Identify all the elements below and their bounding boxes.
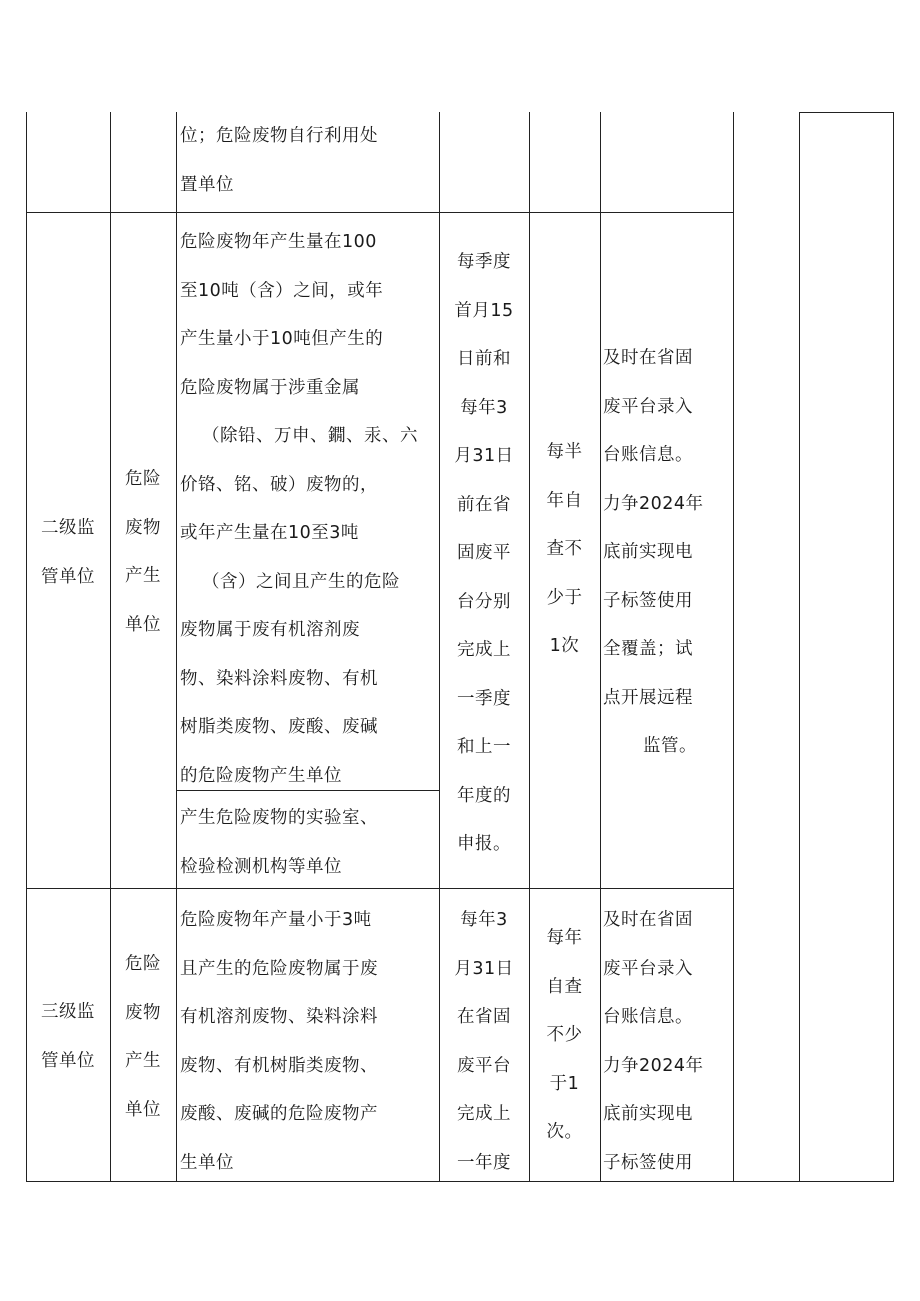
text-line: 台分别	[457, 591, 511, 612]
level3-level-cell	[26, 988, 110, 1085]
level3-ledger-cell	[603, 896, 731, 1187]
text-line: 危险	[125, 469, 161, 489]
text-line: 年自	[546, 490, 583, 511]
text-line: 每半	[546, 442, 583, 462]
text-line: 废物属于废有机溶剂废	[180, 620, 360, 640]
col-border-9	[893, 112, 894, 1182]
text-line: 一年度	[457, 1152, 511, 1173]
text-line: 申报。	[457, 834, 511, 854]
level2-criteria-b-cell	[180, 794, 438, 891]
text-line: 至10吨（含）之间，或年	[180, 280, 384, 301]
text-line: 次。	[546, 1122, 583, 1142]
col-border-8	[799, 112, 800, 1182]
text-line: 有机溶剂废物、染料涂料	[180, 1007, 378, 1027]
text-line: 于1	[549, 1073, 580, 1094]
level2-category-cell	[110, 455, 176, 649]
text-line: 产生危险废物的实验室、	[180, 808, 378, 828]
text-line: 管单位	[41, 566, 95, 587]
text-line: 每年3	[460, 910, 508, 930]
text-line: 管单位	[41, 1050, 95, 1071]
level3-criteria-cell	[180, 896, 438, 1187]
text-line: 力争2024年	[603, 1055, 704, 1076]
text-line: 危险	[125, 954, 161, 974]
text-line: 且产生的危险废物属于废	[180, 958, 378, 979]
text-line: 月31日	[454, 958, 514, 979]
text-line: 检验检测机构等单位	[180, 856, 342, 877]
col-border-3	[176, 112, 177, 1182]
text-line: 危险废物属于涉重金属	[180, 377, 360, 398]
text-line: 和上一	[457, 737, 511, 757]
text-line: 产生量小于10吨但产生的	[180, 329, 384, 349]
text-line: 废物、有机树脂类废物、	[180, 1055, 378, 1076]
text-line: 底前实现电	[603, 1104, 693, 1124]
text-line: 年度的	[457, 785, 511, 806]
col-border-6	[600, 112, 601, 1182]
text-line: 每季度	[457, 252, 511, 272]
level3-report-cell	[439, 896, 529, 1187]
text-line: 完成上	[457, 1104, 511, 1124]
text-line: 废物	[125, 1002, 161, 1023]
top-criteria-cell	[180, 112, 436, 209]
level2-ledger-cell	[603, 334, 731, 771]
text-line: 三级监	[41, 1002, 95, 1022]
text-line: 监管。	[643, 736, 697, 756]
text-line: 每年3	[460, 397, 508, 418]
col-border-7	[733, 112, 734, 1182]
text-line: 价铬、铭、破）废物的，	[180, 474, 378, 495]
level2-criteria-a-cell	[180, 218, 438, 800]
text-line: 产生	[125, 1051, 161, 1071]
text-line: 废酸、废碱的危险废物产	[180, 1104, 378, 1124]
text-line: 固废平	[457, 543, 511, 563]
text-line: 危险废物年产量小于3吨	[180, 910, 372, 930]
text-line: 单位	[125, 614, 161, 635]
level2-selfcheck-cell	[529, 428, 600, 671]
text-line: 在省固	[457, 1007, 511, 1027]
text-line: 日前和	[457, 349, 511, 369]
text-line: 子标签使用	[603, 1152, 693, 1173]
level2-level-cell	[26, 504, 110, 601]
text-line: 全覆盖；试	[603, 639, 693, 659]
text-line: 子标签使用	[603, 590, 693, 611]
text-line: 自查	[546, 976, 583, 997]
text-line: （含）之间且产生的危险	[202, 571, 400, 592]
side-box-top-border	[799, 112, 894, 113]
level3-selfcheck-cell	[529, 914, 600, 1157]
text-line: 底前实现电	[603, 542, 693, 562]
text-line: 位；危险废物自行利用处	[180, 126, 378, 146]
text-line: 查不	[546, 539, 583, 559]
text-line: 不少	[546, 1025, 583, 1045]
text-line: 前在省	[457, 494, 511, 515]
text-line: 废物	[125, 517, 161, 538]
text-line: 点开展远程	[603, 687, 693, 708]
level2-report-cell	[439, 238, 529, 869]
text-line: 废平台录入	[603, 958, 693, 979]
row-divider-top	[26, 212, 734, 213]
text-line: 或年产生量在10至3吨	[180, 523, 359, 543]
text-line: 首月15	[454, 300, 514, 321]
text-line: 单位	[125, 1099, 161, 1120]
text-line: 物、染料涂料废物、有机	[180, 668, 378, 689]
text-line: 及时在省固	[603, 348, 693, 368]
text-line: 及时在省固	[603, 910, 693, 930]
text-line: 树脂类废物、废酸、废碱	[180, 717, 378, 737]
text-line: （除铅、万申、鐗、汞、六	[202, 426, 418, 446]
text-line: 台账信息。	[603, 1007, 693, 1027]
text-line: 危险废物年产生量在100	[180, 232, 377, 252]
text-line: 1次	[549, 636, 580, 656]
text-line: 二级监	[41, 518, 95, 538]
text-line: 月31日	[454, 446, 514, 466]
text-line: 一季度	[457, 688, 511, 709]
text-line: 每年	[546, 928, 583, 948]
text-line: 完成上	[457, 640, 511, 660]
text-line: 产生	[125, 566, 161, 586]
text-line: 置单位	[180, 174, 234, 195]
text-line: 力争2024年	[603, 493, 704, 514]
text-line: 少于	[546, 587, 583, 608]
text-line: 的危险废物产生单位	[180, 765, 342, 786]
text-line: 台账信息。	[603, 445, 693, 465]
text-line: 废平台	[457, 1055, 511, 1076]
text-line: 生单位	[180, 1152, 234, 1173]
text-line: 废平台录入	[603, 396, 693, 417]
level3-category-cell	[110, 940, 176, 1134]
